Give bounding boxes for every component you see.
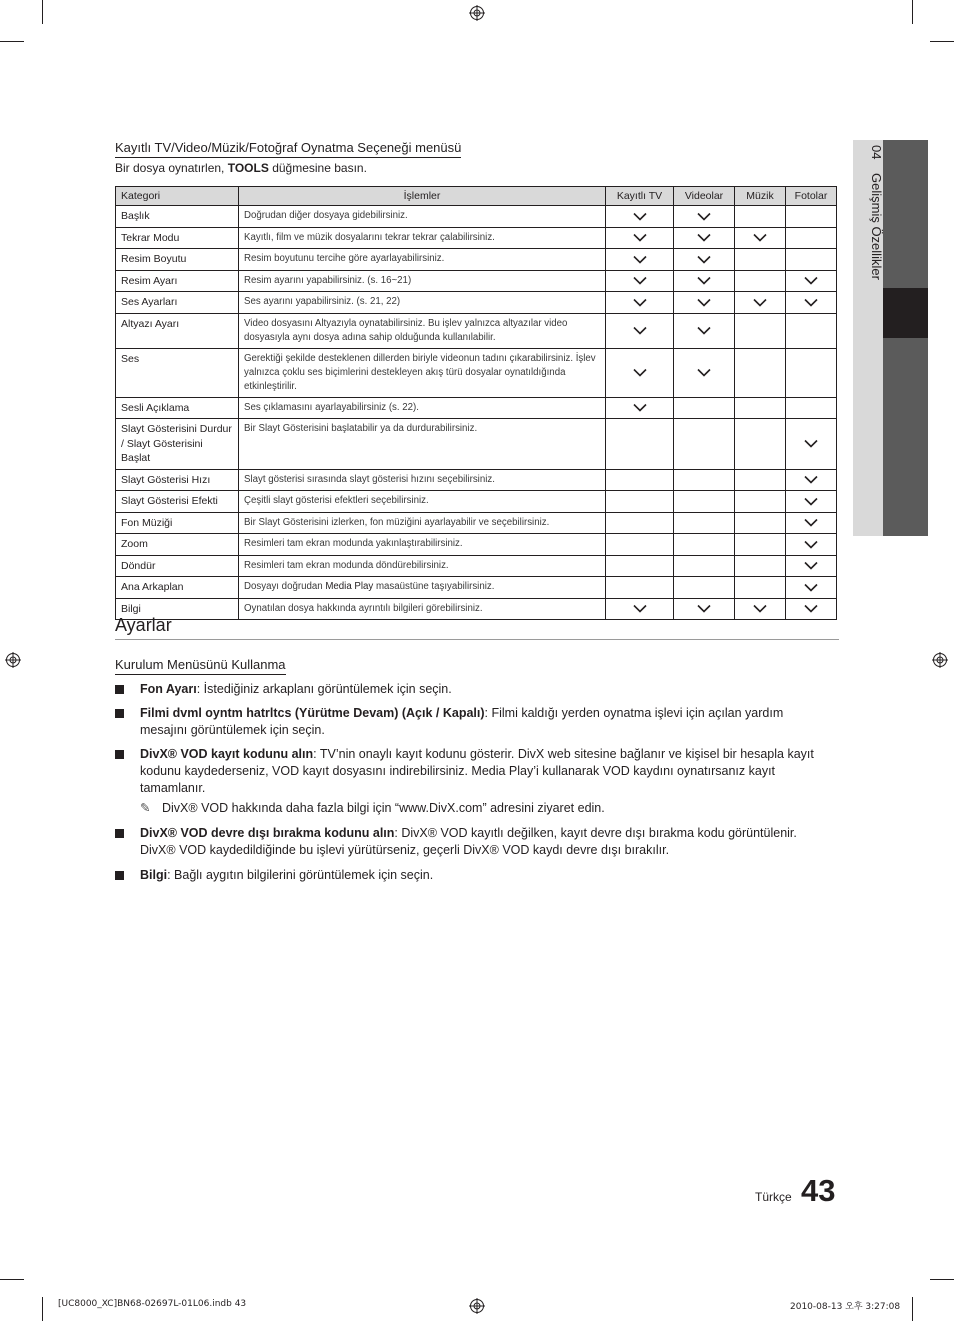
table-row	[116, 491, 837, 513]
row-description: Slayt gösterisi sırasında slayt gösterisi hızını seçebilirsiniz.	[239, 469, 606, 491]
check-cell-videos	[674, 534, 735, 556]
header-recorded-tv: Kayıtlı TV	[606, 187, 674, 206]
crop-mark	[912, 1297, 913, 1321]
check-cell-recorded-tv	[606, 292, 674, 314]
table-row	[116, 206, 837, 228]
check-icon	[804, 298, 818, 307]
check-icon	[804, 561, 818, 570]
row-description: Resimleri tam ekran modunda döndürebilirsiniz.	[239, 555, 606, 577]
check-cell-recorded-tv	[606, 577, 674, 599]
row-category: Resim Ayarı	[116, 270, 239, 292]
table-header-row	[116, 187, 837, 206]
row-category: Zoom	[116, 534, 239, 556]
row-category: Fon Müziği	[116, 512, 239, 534]
check-cell-music	[735, 598, 786, 620]
check-cell-music	[735, 512, 786, 534]
check-cell-photos	[786, 249, 837, 271]
row-category: Slayt Gösterisi Hızı	[116, 469, 239, 491]
crop-mark	[0, 1279, 24, 1280]
row-description: Oynatılan dosya hakkında ayrıntılı bilgileri görebilirsiniz.	[239, 598, 606, 620]
item-desc: : DivX® VOD kayıtlı değilken, kayıt devre dışı bırakma kodu görüntülenir. DivX® VOD kaydedildiğinde bu işlevi yürütürseniz, geçerli DivX® VOD kaydı devre dışı bırakılır.	[140, 826, 797, 857]
check-icon	[697, 368, 711, 377]
check-cell-videos	[674, 397, 735, 419]
row-description: Bir Slayt Gösterisini başlatabilir ya da durdurabilirsiniz.	[239, 419, 606, 470]
check-icon	[697, 298, 711, 307]
footer-language: Türkçe	[755, 1190, 792, 1204]
check-icon	[633, 298, 647, 307]
check-cell-videos	[674, 598, 735, 620]
check-icon	[804, 276, 818, 285]
table-row	[116, 598, 837, 620]
check-cell-music	[735, 313, 786, 348]
bullet-icon	[115, 829, 124, 838]
check-icon	[633, 604, 647, 613]
item-term: DivX® VOD devre dışı bırakma kodunu alın	[140, 826, 395, 840]
item-desc: : TV’nin onaylı kayıt kodunu gösterir. DivX web sitesine bağlanır ve kişisel bir hesapla kayıt kodunu kaydederseniz, VOD kayıt dosyasını indirebilirsiniz. Media Play’i kullanarak VOD kaydını oynatırsanız kayıt tamamlanır.	[140, 747, 814, 795]
section-divider	[115, 639, 839, 640]
check-cell-music	[735, 534, 786, 556]
row-category: Tekrar Modu	[116, 227, 239, 249]
list-item	[115, 705, 815, 739]
check-cell-music	[735, 292, 786, 314]
check-icon	[633, 326, 647, 335]
row-description: Doğrudan diğer dosyaya gidebilirsiniz.	[239, 206, 606, 228]
bullet-icon	[115, 871, 124, 880]
check-icon	[804, 583, 818, 592]
pencil-note-icon: ✎	[140, 801, 151, 815]
row-description: Çeşitli slayt gösterisi efektleri seçebilirsiniz.	[239, 491, 606, 513]
desc-text: masaüstüne taşıyabilirsiniz.	[373, 581, 495, 592]
row-description: Ses çıklamasını ayarlayabilirsiniz (s. 22).	[239, 397, 606, 419]
check-cell-photos	[786, 348, 837, 397]
item-term: Filmi dvml oyntm hatrltcs (Yürütme Devam) (Açık / Kapalı)	[140, 706, 485, 720]
row-category: Bilgi	[116, 598, 239, 620]
check-icon	[697, 604, 711, 613]
check-icon	[804, 475, 818, 484]
row-description: Bir Slayt Gösterisini izlerken, fon müziğini ayarlayabilir ve seçebilirsiniz.	[239, 512, 606, 534]
table-row	[116, 292, 837, 314]
crop-mark	[42, 0, 43, 24]
check-cell-photos	[786, 491, 837, 513]
row-description: Ses ayarını yapabilirsiniz. (s. 21, 22)	[239, 292, 606, 314]
bullet-icon	[115, 709, 124, 718]
check-icon	[804, 439, 818, 448]
check-cell-videos	[674, 348, 735, 397]
row-description: Video dosyasını Altyazıyla oynatabilirsiniz. Bu işlev yalnızca altyazılar video dosyasıyla aynı dosya adına sahip olduğunda kullanılabilir.	[239, 313, 606, 348]
check-cell-recorded-tv	[606, 534, 674, 556]
row-category: Ses	[116, 348, 239, 397]
registration-mark-icon	[5, 652, 21, 668]
check-cell-videos	[674, 555, 735, 577]
row-category: Slayt Gösterisi Efekti	[116, 491, 239, 513]
chapter-tab-dark	[883, 140, 928, 536]
check-cell-videos	[674, 469, 735, 491]
check-icon	[633, 212, 647, 221]
check-cell-music	[735, 419, 786, 470]
check-cell-recorded-tv	[606, 512, 674, 534]
check-cell-videos	[674, 419, 735, 470]
item-term: Bilgi	[140, 868, 168, 882]
check-icon	[804, 518, 818, 527]
header-photos: Fotolar	[786, 187, 837, 206]
check-cell-photos	[786, 313, 837, 348]
crop-mark	[930, 41, 954, 42]
check-cell-photos	[786, 206, 837, 228]
row-category: Ses Ayarları	[116, 292, 239, 314]
crop-mark	[912, 0, 913, 24]
registration-mark-icon	[469, 5, 485, 21]
list-item	[115, 867, 815, 884]
intro-text: Bir dosya oynatırlen,	[115, 161, 228, 175]
note	[140, 800, 605, 815]
chapter-label	[869, 145, 884, 280]
header-videos: Videolar	[674, 187, 735, 206]
check-cell-photos	[786, 577, 837, 599]
item-desc: : İstediğiniz arkaplanı görüntülemek için seçin.	[196, 682, 452, 696]
registration-mark-icon	[469, 1298, 485, 1314]
check-icon	[804, 540, 818, 549]
row-category: Slayt Gösterisini Durdur / Slayt Gösterisini Başlat	[116, 419, 239, 470]
item-term: Fon Ayarı	[140, 682, 197, 696]
row-category: Döndür	[116, 555, 239, 577]
desc-text: Dosyayı doğrudan	[244, 581, 326, 592]
table-intro	[115, 161, 367, 175]
check-cell-videos	[674, 206, 735, 228]
table-row	[116, 534, 837, 556]
check-cell-recorded-tv	[606, 555, 674, 577]
table-body	[116, 206, 837, 620]
check-icon	[697, 326, 711, 335]
row-description	[239, 577, 606, 599]
check-cell-recorded-tv	[606, 270, 674, 292]
check-cell-photos	[786, 419, 837, 470]
check-cell-photos	[786, 469, 837, 491]
table-section-title: Kayıtlı TV/Video/Müzik/Fotoğraf Oynatma Seçeneği menüsü	[115, 140, 461, 158]
check-cell-videos	[674, 512, 735, 534]
crop-mark	[930, 1279, 954, 1280]
check-cell-photos	[786, 397, 837, 419]
table-row	[116, 227, 837, 249]
subsection-title: Kurulum Menüsünü Kullanma	[115, 657, 286, 675]
check-icon	[697, 276, 711, 285]
tools-key: TOOLS	[227, 161, 269, 175]
registration-mark-icon	[932, 652, 948, 668]
check-icon	[753, 604, 767, 613]
check-cell-recorded-tv	[606, 206, 674, 228]
crop-mark	[42, 1297, 43, 1321]
table-row	[116, 313, 837, 348]
check-cell-recorded-tv	[606, 491, 674, 513]
chapter-title: Gelişmiş Özellikler	[869, 173, 884, 280]
imprint-file: [UC8000_XC]BN68-02697L-01L06.indb 43	[58, 1299, 247, 1309]
page-number: 43	[801, 1173, 836, 1208]
check-icon	[633, 233, 647, 242]
check-icon	[753, 298, 767, 307]
row-description: Resimleri tam ekran modunda yakınlaştırabilirsiniz.	[239, 534, 606, 556]
check-cell-photos	[786, 598, 837, 620]
chapter-tab	[853, 140, 928, 536]
section-title: Ayarlar	[115, 615, 172, 635]
table-row	[116, 469, 837, 491]
check-cell-videos	[674, 577, 735, 599]
bullet-icon	[115, 750, 124, 759]
check-cell-recorded-tv	[606, 598, 674, 620]
check-cell-photos	[786, 227, 837, 249]
check-cell-music	[735, 206, 786, 228]
check-cell-music	[735, 270, 786, 292]
check-cell-photos	[786, 270, 837, 292]
header-music: Müzik	[735, 187, 786, 206]
item-desc: : Bağlı aygıtın bilgilerini görüntülemek için seçin.	[167, 868, 434, 882]
check-cell-music	[735, 348, 786, 397]
table-row	[116, 348, 837, 397]
check-cell-recorded-tv	[606, 313, 674, 348]
check-cell-music	[735, 555, 786, 577]
note-text: DivX® VOD hakkında daha fazla bilgi için “www.DivX.com” adresini ziyaret edin.	[162, 801, 605, 815]
row-description: Kayıtlı, film ve müzik dosyalarını tekrar tekrar çalabilirsiniz.	[239, 227, 606, 249]
row-description: Gerektiği şekilde desteklenen dillerden biriyle videonun tadını çıkarabilirsiniz. İşlev yalnızca çoklu ses biçimlerini destekleyen akış türü dosyalar oynatıldığında etkinleştirilir.	[239, 348, 606, 397]
check-cell-recorded-tv	[606, 348, 674, 397]
check-cell-music	[735, 227, 786, 249]
table-row	[116, 270, 837, 292]
check-cell-music	[735, 469, 786, 491]
check-cell-recorded-tv	[606, 419, 674, 470]
check-cell-videos	[674, 491, 735, 513]
table-row	[116, 419, 837, 470]
row-description: Resim ayarını yapabilirsiniz. (s. 16~21)	[239, 270, 606, 292]
check-cell-photos	[786, 292, 837, 314]
check-cell-videos	[674, 292, 735, 314]
crop-mark	[0, 41, 24, 42]
list-item	[115, 746, 815, 797]
table-row	[116, 249, 837, 271]
check-icon	[804, 497, 818, 506]
check-icon	[633, 368, 647, 377]
media-play-key: Media Play	[325, 581, 374, 592]
intro-text: düğmesine basın.	[268, 161, 367, 175]
item-desc: : Filmi kaldığı yerden oynatma işlevi için açılan yardım mesajını görüntülemek için seçin.	[140, 706, 784, 737]
check-cell-videos	[674, 270, 735, 292]
check-icon	[697, 212, 711, 221]
bullet-icon	[115, 685, 124, 694]
check-cell-photos	[786, 555, 837, 577]
row-description: Resim boyutunu tercihe göre ayarlayabilirsiniz.	[239, 249, 606, 271]
row-category: Sesli Açıklama	[116, 397, 239, 419]
check-icon	[697, 233, 711, 242]
check-cell-videos	[674, 227, 735, 249]
check-icon	[633, 403, 647, 412]
check-cell-music	[735, 397, 786, 419]
check-cell-recorded-tv	[606, 227, 674, 249]
check-cell-recorded-tv	[606, 469, 674, 491]
options-table	[115, 186, 837, 620]
table-row	[116, 555, 837, 577]
list-item	[115, 681, 815, 698]
check-icon	[697, 255, 711, 264]
list-item	[115, 825, 815, 859]
check-cell-music	[735, 491, 786, 513]
row-category: Başlık	[116, 206, 239, 228]
row-category: Resim Boyutu	[116, 249, 239, 271]
table-row	[116, 577, 837, 599]
check-cell-recorded-tv	[606, 249, 674, 271]
imprint-date: 2010-08-13 오후 3:27:08	[790, 1302, 901, 1312]
item-term: DivX® VOD kayıt kodunu alın	[140, 747, 314, 761]
check-cell-photos	[786, 512, 837, 534]
check-icon	[633, 276, 647, 285]
check-cell-videos	[674, 313, 735, 348]
table-row	[116, 512, 837, 534]
table-row	[116, 397, 837, 419]
header-category: Kategori	[116, 187, 239, 206]
check-cell-music	[735, 249, 786, 271]
check-icon	[804, 604, 818, 613]
check-icon	[633, 255, 647, 264]
check-cell-videos	[674, 249, 735, 271]
check-cell-photos	[786, 534, 837, 556]
row-category: Ana Arkaplan	[116, 577, 239, 599]
check-cell-recorded-tv	[606, 397, 674, 419]
check-cell-music	[735, 577, 786, 599]
check-icon	[753, 233, 767, 242]
chapter-number: 04	[869, 145, 884, 160]
header-operations: İşlemler	[239, 187, 606, 206]
chapter-tab-marker	[883, 288, 928, 338]
row-category: Altyazı Ayarı	[116, 313, 239, 348]
